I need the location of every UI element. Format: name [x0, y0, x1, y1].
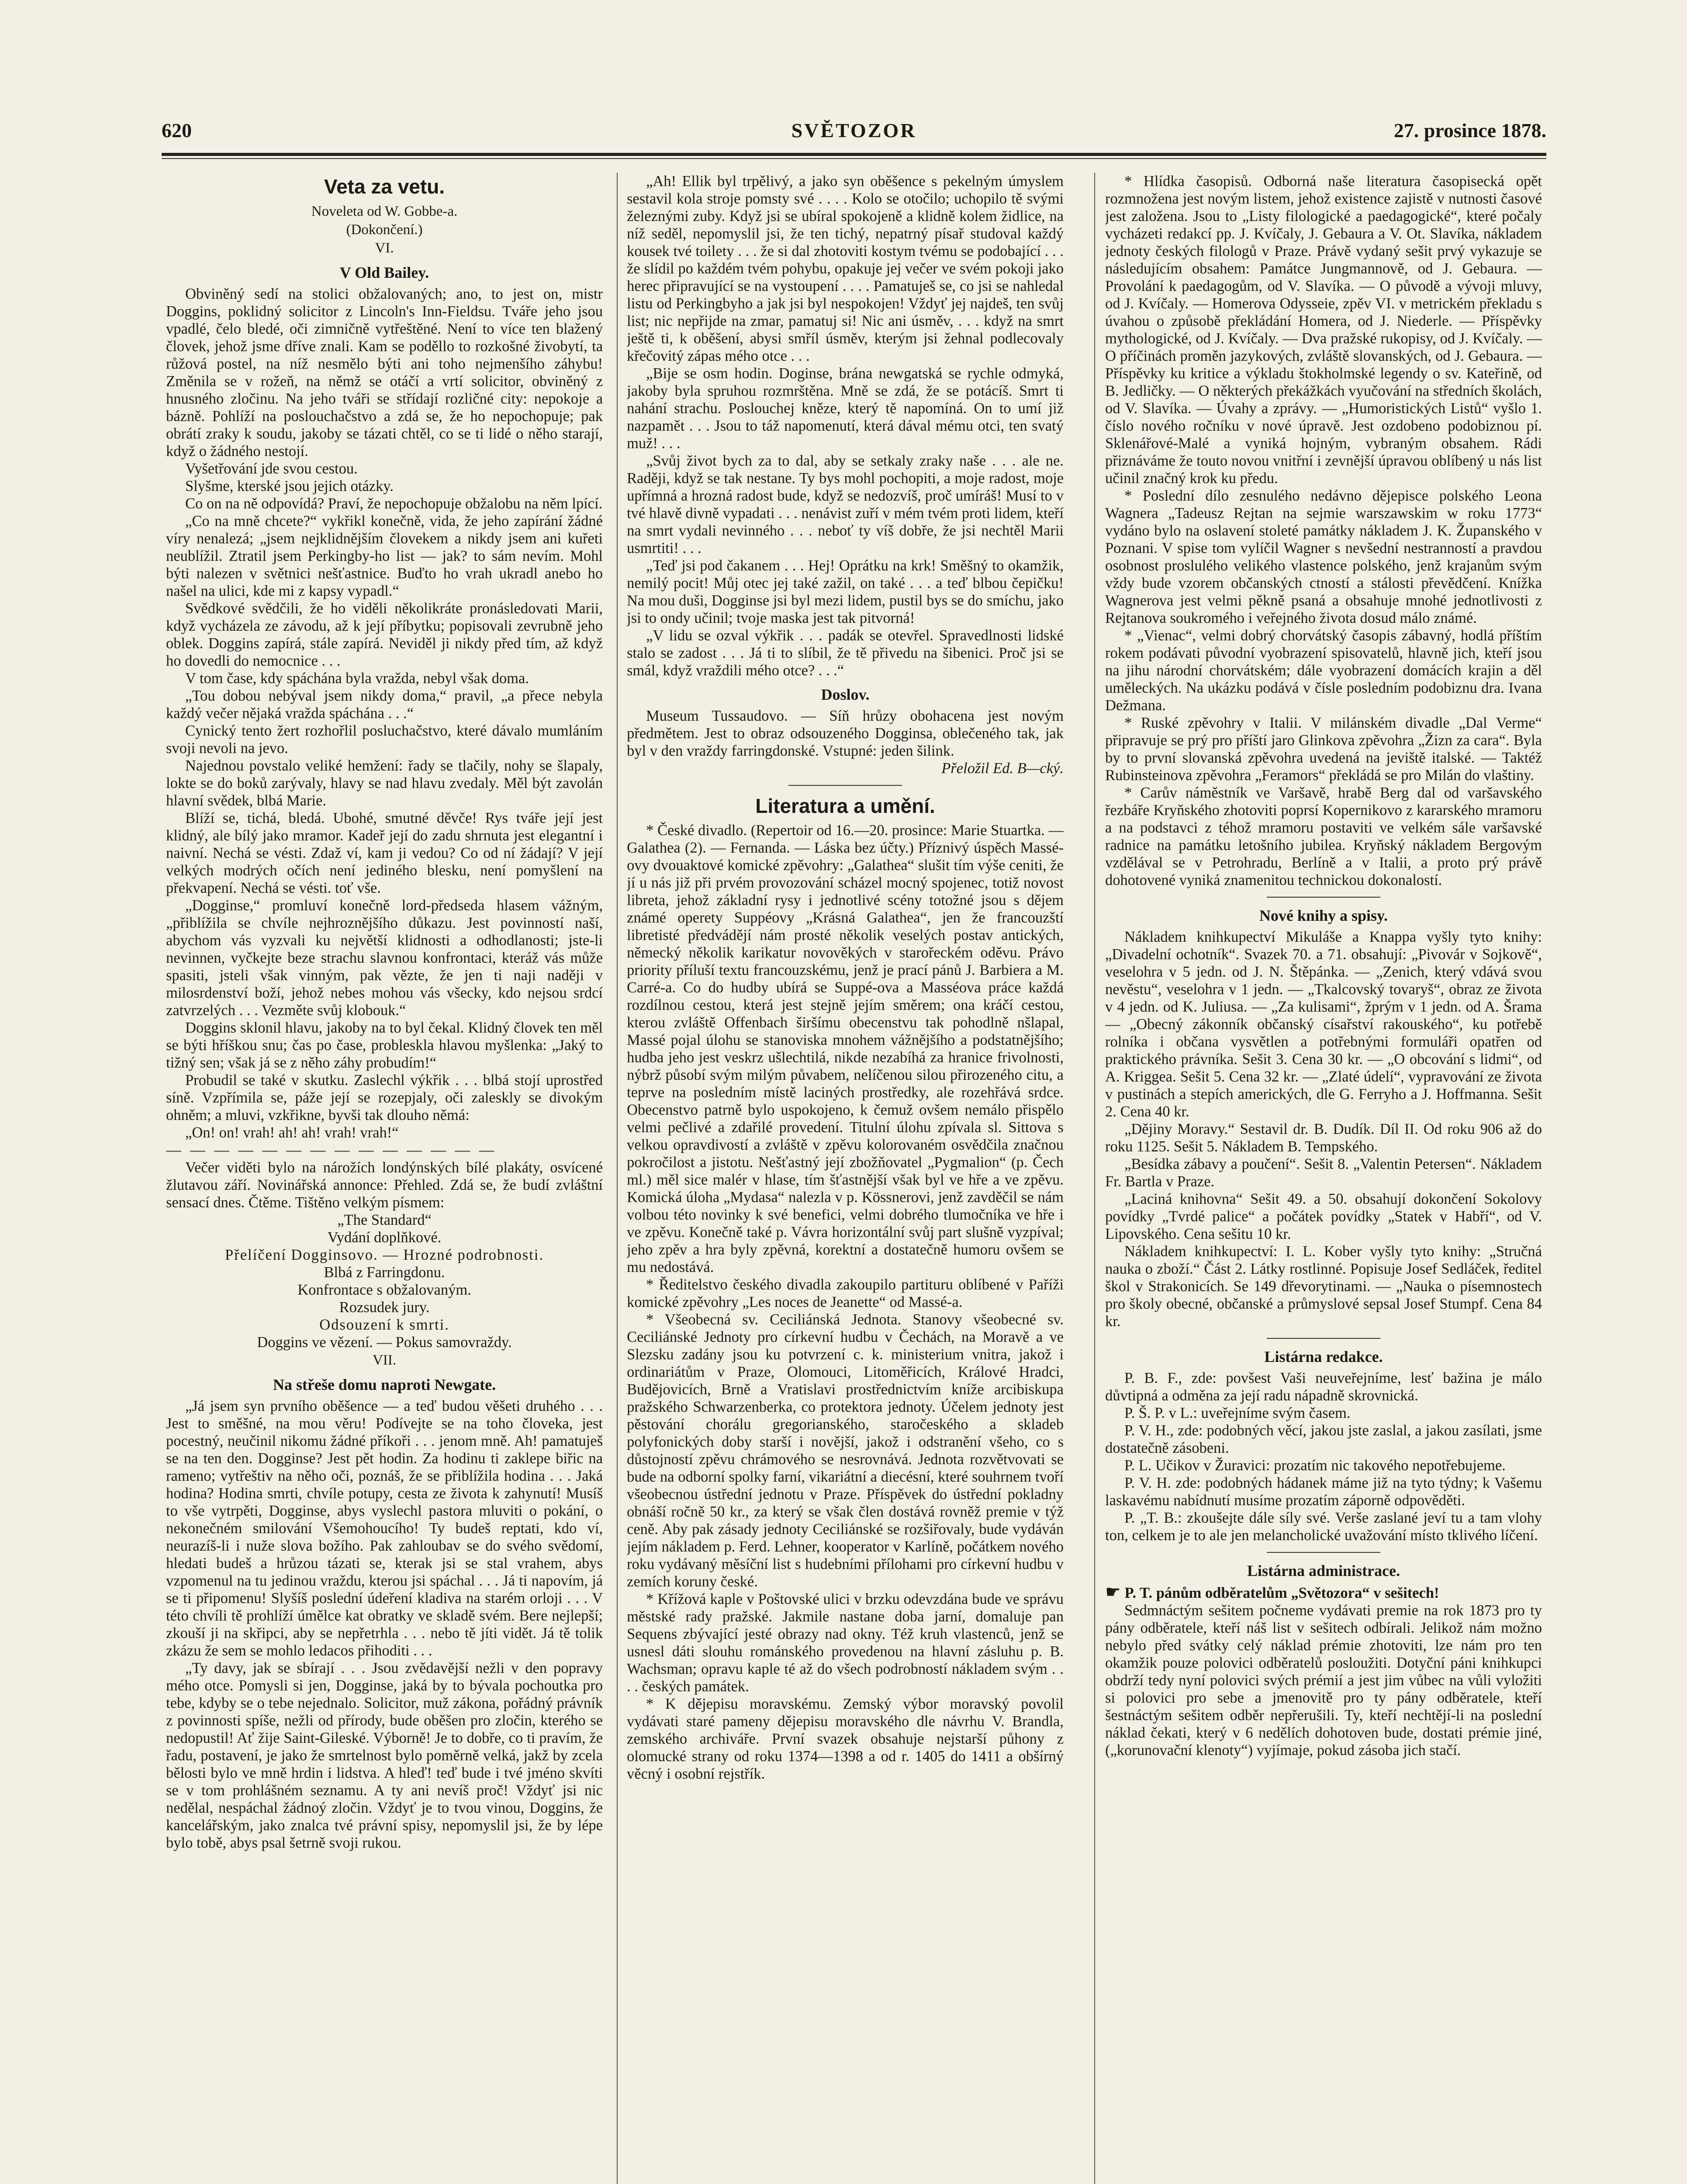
poster-line: Doggins ve vězení. — Pokus samovraždy. — [257, 1334, 512, 1351]
poster-line: Blbá z Farringdonu. — [324, 1264, 445, 1281]
news-item: * Křížová kaple v Poštovské ulici v brzku odevzdána bude ve správu městské rady pražské. Jakmile nastane doba jarní, domaluje pan Sequens zbývající jesté obrazy nad okny. Též kruh vlastenců, jenž se usnesl dáti slouhu románského provedenou na hlavní zásluhu p. B. Wachsman; opravu kaple té až do všech podrobností nákladem svým . . . . českých památek. — [627, 1591, 1064, 1695]
manicule-icon: ☛ — [1105, 1582, 1121, 1602]
book-entry: „Laciná knihovna“ Sešit 49. a 50. obsahují dokončení Sokolovy povídky „Tvrdé palice“ a počátek povídky „Statek v Habří“, od V. Lipovského. Cena sešitu 10 kr. — [1105, 1191, 1542, 1242]
story-paragraph: „Teď jsi pod čakanem . . . Hej! Oprátku na krk! Směšný to okamžik, nemilý pocit! Můj otec jej také zažil, on také . . . a teď blbou čepičku! Na mou duši, Dogginse jsi byl mezi lidem, pustil bys se do smíchu, jako jsi to ondy učinil; tvoje maska jest tak pitvorná! — [627, 557, 1064, 626]
letter-reply: P. B. F., zde: povšest Vaši neuveřejníme, lesť bažina je málo důvtipná a odměna za její radu nápadně skrovnická. — [1105, 1370, 1542, 1404]
chapter-number: VI. — [375, 240, 394, 256]
story-line: Vyšetřování jde svou cestou. — [185, 460, 358, 477]
translator-credit: Přeložil Ed. B—cký. — [941, 760, 1064, 777]
admin-text: Sedmnáctým sešitem počneme vydávati premie na rok 1873 pro ty pány odběratele, kteří náš list v sešitech odbírali. Jelikož nám možno nebylo před svátky celý náklad prémie zhotoviti, lze nám pro ten okamžik pouze polovici odběratelů posloužiti. Dotyční páni knihkupci obdrží tedy nyní polovici svých prémií a jest jim vůbec na vůli vyložiti si polovici pro sebe a jmenovitě pro ty pány odběratele, kteří šestnáctým sešitem odběr nepřerušili. Ty, kteří nechtějí-li na poslední náklad čekati, který v 6 nedělích dohotoven bude, dostati prémie jiné, („korunovační klenoty“) vyjímaje, pokud zásoba jich stačí. — [1105, 1602, 1542, 1759]
story-title: Veta za vetu. — [324, 175, 445, 198]
story-paragraph: „V lidu se ozval výkřik . . . padák se otevřel. Spravedlnosti lidské stalo se zadost . . . Já ti to slíbil, že tě přivedu na šibenici. Proč jsi se smál, když vraždili mého otce? . . .“ — [627, 627, 1064, 679]
section-rule — [1267, 897, 1380, 898]
story-paragraph: „Ah! Ellik byl trpělivý, a jako syn oběšence s pekelným úmyslem sestavil kola stroje pomsty své . . . . Kolo se otočilo; uchopilo tě svými železnými zuby. Když jsi se ubíral spokojeně a klidně kolem židlice, na níž seděl, nepomyslil jsi, že ten tichý, nepatrný písař studoval každý kousek tvé toilety . . . že si dal zhotoviti kostym tvému se podobající . . . že slídil po každém tvém pohybu, opakuje jej večer ve svém pokoji jako herec připravující se na vystoupení . . . . Pamatuješ se, co jsi se nahledal listu od Perkingbyho a jak jsi byl nespokojen! Vždyť jej najdeš, ten svůj list; nic nepřijde na zmar, pamatuj si! Nic ani úsměv, . . . když na smrt ještě ti, k oběšení, abysi smříl úsměv, kterým jsi žehnal podlecovaly křečovitý zápas mého otce . . . — [627, 173, 1064, 364]
section-title-literatura: Literatura a umění. — [755, 795, 935, 817]
poster-line: Vydání doplňkové. — [327, 1229, 442, 1246]
story-paragraph: Cynický tento žert rozhořlil posluchačstvo, které dávalo mumláním svoji nevoli na jevo. — [166, 722, 603, 757]
story-paragraph: Svědkové svědčili, že ho viděli několikráte pronásledovati Marii, když vycházela ze závodu, až k její příbytku; popisovali zevrubně jeho oblek. Doggins zapírá, stále zapírá. Neviděl ji nikdy před tím, až když ho dovedli do nemocnice . . . — [166, 600, 603, 669]
epilogue-title: Doslov. — [821, 686, 870, 703]
chapter-number: VII. — [372, 1352, 397, 1368]
news-item: * Ředitelstvo českého divadla zakoupilo partituru oblíbené v Paříži komické zpěvohry „Les noces de Jeanette“ od Massé-a. — [627, 1276, 1064, 1310]
story-paragraph: Najednou povstalo veliké hemžení: řady se tlačily, nohy se šlapaly, lokte se do boků zarývaly, hlavy se nad hlavu zvedaly. Měl být zavolán hlavní svědek, blbá Marie. — [166, 757, 603, 809]
poster-line: „The Standard“ — [337, 1212, 432, 1228]
news-item: * K dějepisu moravskému. Zemský výbor moravský povolil vydávati staré pameny dějepisu moravského dle návrhu V. Brandla, zemského archiváře. První svazek obsahuje nejstarší půhony z olomucké strany od roku 1374—1398 a od r. 1405 do 1411 a obšírný věcný i osobní rejstřík. — [627, 1696, 1064, 1782]
poster-line: Rozsudek jury. — [339, 1299, 430, 1316]
chapter-title: Na střeše domu naproti Newgate. — [273, 1376, 496, 1393]
chapter-title: V Old Bailey. — [339, 264, 429, 281]
story-byline: Noveleta od W. Gobbe-a. — [311, 204, 458, 219]
letter-reply: P. V. H. zde: podobných hádanek máme již na tyto týdny; k Vašemu laskavému nabídnutí musíme prozatím záporně odpověděti. — [1105, 1475, 1542, 1509]
page-number: 620 — [162, 119, 192, 142]
issue-date: 27. prosince 1878. — [1393, 119, 1546, 142]
story-paragraph: Doggins sklonil hlavu, jakoby na to byl čekal. Klidný človek ten měl se býti hříškou snu; čas po čase, probleskla hlavou myšlenka: „Jaký to tižný sen; však já se z něho záhy probudím!“ — [166, 1019, 603, 1071]
news-item: * Hlídka časopisů. Odborná naše literatura časopisecká opět rozmnožena jest novým listem, jehož existence zajistě v nutnosti časové jest založena. Jsou to „Listy filologické a paedagogické“, které počaly vycházeti redakcí pp. J. Kvíčaly, J. Gebaura a V. Ot. Slavíka, nákladem jednoty českých filologů v Praze. Právě vydaný sešit prvý vykazuje se následujícím obsahem: Památce Jungmannově, od J. Gebaura. — Provolání k paedagogům, od V. Slavíka. — O původě a vývoji mluvy, od J. Kvíčaly. — Homerova Odysseie, zpěv VI. v metrickém překladu s úvahou o způsobě překládání Homera, od J. Niederle. — Příspěvky mythologické, od J. Kvíčaly. — Dva pražské rukopisy, od J. Kvíčaly. — O příčinách proměn jazykových, zvláště slovanských, od J. Gebaura. — Příspěvky ku kritice a výkladu štokholmské legendy o sv. Kateřině, od B. Jedličky. — O některých překážkách vyučování na středních školách, od V. Slavíka. — Úvahy a zprávy. — „Humoristických Listů“ vyšlo 1. číslo nového ročníku v nové úpravě. Jest ozdobeno podobiznou pí. Sklenářové-Malé a vyniká hojným, vybraným obsahem. Rádi přiznáváme že touto novou vnitřní i zevnější úpravou oblíbený u nás list učinil značný krok ku předu. — [1105, 173, 1542, 487]
news-item: * Poslední dílo zesnulého nedávno dějepisce polského Leona Wagnera „Tadeusz Rejtan na sejmie warszawskim w roku 1773“ vydáno bylo na oslavení stoleté památky nákladem J. K. Županského v Poznani. V spise tom vylíčil Wagner s nevšední nestranností a pravdou osobnost proslulého velikého vlastence polského, jenž krajanům svým vždy bude vzorem občanských ctností a stálosti převědčení. Knížka Wagnerova jest velmi pěkně psaná a obsahuje mnohé jednotlivosti z Rejtanova soukromého i veřejného života dosud málo známé. — [1105, 487, 1542, 626]
column-1 — [166, 173, 603, 2184]
column-2 — [627, 173, 1064, 2184]
book-entry: Nákladem knihkupectví Mikuláše a Knappa vyšly tyto knihy: „Divadelní ochotník“. Svazek 70. a 71. obsahují: „Pivovár v Sojkově“, veselohra v 5 jedn. od J. N. Štěpánka. — „Zenich, který vdává svou nevěstu“, veselohra v 1 jedn. — „Tkalcovský tovaryš“, obraz ze života v 4 jedn. od K. Juliusa. — „Za kulisami“, žprým v 1 jedn. od A. Šrama — „Obecný zákonník občanský císařství rakouského“, ku potřebě rolníka i občana vysvětlen a potřebnými formuláři opatřen od praktického právníka. Sešit 3. Cena 30 kr. — „O obcování s lidmi“, od A. Kriggea. Sešit 5. Cena 32 kr. — „Zlaté údelí“, vypravování ze života v pustinách a stepích amerických, dle G. Ferryho a J. Hoffmanna. Sešit 2. Cena 40 kr. — [1105, 929, 1542, 1120]
dash-separator: — — — — — — — — — — — — — — — [166, 1142, 497, 1158]
section-title-admin: Listárna administrace. — [1247, 1562, 1400, 1579]
letter-reply: P. „T. B.: zkoušejte dále síly své. Verše zaslané jeví tu a tam vlohy ton, celkem je to ale jen melancholické uvažování místo tklivého líčení. — [1105, 1510, 1542, 1544]
section-rule — [788, 785, 902, 786]
book-entry: „Dějiny Moravy.“ Sestavil dr. B. Dudík. Díl II. Od roku 906 až do roku 1125. Sešit 5. Nákladem B. Tempského. — [1105, 1121, 1542, 1155]
column-3 — [1105, 173, 1542, 2184]
story-paragraph: „On! on! vrah! ah! ah! vrah! vrah!“ — [185, 1124, 399, 1141]
story-paragraph: „Co na mně chcete?“ vykřikl konečně, vida, že jeho zapírání žádné víry nenalezá; „jsem nejklidnějším človekem a nikdy jsem ani kuřeti neublížil. Ztratil jsem Perkingby-ho list — jak? to sám nevím. Mohl býti nalezen v světnici nešťastnice. Buďto ho vrah ukradl anebo ho našel na ulici, kde mi z kapsy vypadl.“ — [166, 513, 603, 599]
admin-lead — [1105, 1583, 1542, 1602]
news-item: * Ruské zpěvohry v Italii. V milánském divadle „Dal Verme“ připravuje se prý pro příští jaro Glinkova zpěvohra „Žizn za cara“. Byla by to první slovanská zpěvohra uvedená na jeviště italské. — Taktéž Rubinsteinova zpěvohra „Feramors“ překládá se pro Milán do vlaštiny. — [1105, 715, 1542, 784]
header-rule — [162, 153, 1546, 156]
magazine-title: SVĚTOZOR — [791, 119, 917, 142]
story-paragraph: V tom čase, kdy spáchána byla vražda, nebyl však doma. — [185, 670, 529, 687]
story-paragraph: Co on na ně odpovídá? Praví, že nepochopuje obžalobu na něm lpící. — [185, 495, 603, 512]
letter-reply: P. V. H., zde: podobných věcí, jakou jste zaslal, a jakou zasílati, jsme dostatečně zásobeni. — [1105, 1422, 1542, 1456]
column-divider — [1094, 173, 1095, 2184]
story-paragraph: Obviněný sedí na stolici obžalovaných; ano, to jest on, mistr Doggins, poklidný solicitor z Lincoln's Inn-Fieldsu. Tváře jeho jsou vpadlé, čelo bledé, oči zimničně vytřeštěné. Není to více ten blažený človek, jehož jsme dříve znali. Kam se poděllo to rozkošné živobytí, ta růžová postel, na níž nesmělo býti ani toho nejmenšího záhybu! Změnila se v rožeň, na němž se otáčí a vrtí solicitor, obviněný z hnusného zločinu. Na jeho tváři se střídají rozličné city: nepokoje a bázně. Pohlíží na poslouchačstvo a zdá se, že ho nepochopuje; pak obrátí zraky k soudu, jakoby se tázati chtěl, co se ti lidé o něho starají, když o žádného nestojí. — [166, 286, 603, 460]
story-paragraph: „Já jsem syn prvního oběšence — a teď budou věšeti druhého . . . Jest to směšné, na mou věru! Podívejte se na toho človeka, jest pocestný, neučinil nikomu žádné příkoři . . . jenom mně. Ah! pamatuješ se na ten den. Dogginse? Jest pět hodin. Za hodinu ti zaklepe biřic na rameno; vytřeštiv na něho oči, poznáš, že se přiblížila hodina . . . Jaká hodina? Hodina smrti, chvíle potupy, cesta ze života k zahynutí! Musíš to vše vytrpěti, Dogginse, abys vyslechl pastora mluviti o pokání, o nekonečném smilování Všemohoucího! Ty budeš reptati, kdo ví, neurazíš-li i nuže slova božího. Pak zahloubav se do svého svědomí, hledati budeš a hrůzou tázati se, kterak jsi se stal vrahem, abys vzpomenul na tu jedinou vraždu, kterou jsi spáchal . . . Já ti napovím, já se ti připomenu! Slyšíš poslední údeření kladiva na starém orloji . . . V této chvíli tě prohlíží úmělce kat obratky ve skladě svém. Bere nejlepší; zkouší ji na skřipci, aby se nepřetrhla . . . nebo tě jíti vidět. Já tě tolik zkázu že sem se mohlo ledacos přihoditi . . . — [166, 1398, 603, 1659]
header-rule-thin — [162, 158, 1546, 159]
story-paragraph: „Svůj život bych za to dal, aby se setkaly zraky naše . . . ale ne. Raději, když se tak nestane. Ty bys mohl pochopiti, a moje radost, moje upřímná a hrozná radost bude, když se nedozvíš, proč umíráš! Musí to v tvé hlavě divně vypadati . . . nenávist zuří v mém tvém proti lidem, kteří na smrt vydali nevinného . . . neboť ty víš dobře, že jsi nechtěl Marii usmrtiti! . . . — [627, 453, 1064, 556]
epilogue-text: Museum Tussaudovo. — Síň hrůzy obohacena jest novým předmětem. Jest to obraz odsouzeného Dogginsa, oblečeného tak, jak byl v den vraždy farringdonské. Vstupné: jeden šilink. — [627, 708, 1064, 759]
poster-line: Odsouzení k smrti. — [319, 1317, 449, 1333]
section-rule — [1267, 1552, 1380, 1553]
column-divider — [617, 173, 618, 2184]
story-paragraph: „Bije se osm hodin. Doginse, brána newgatská se rychle odmyká, jakoby byla spruhou rozmrštěna. Mně se zdá, že se potácíš. Smrt ti nahání strachu. Poslouchej kněze, který tě napomíná. On to umí již nazpamět . . . Jsou to táž napomenutí, která dával mému otci, ten svatý muž! . . . — [627, 365, 1064, 452]
story-continued: (Dokončení.) — [346, 222, 423, 238]
story-paragraph: Probudil se také v skutku. Zaslechl výkřik . . . blbá stojí uprostřed síně. Vzpřímila se, páže její se rozepjaly, oči zaleskly se divokým ohněm; a mluvi, vzkřikne, byvši tak dlouho němá: — [166, 1072, 603, 1123]
story-paragraph: Večer viděti bylo na nárožích londýnských bílé plakáty, osvícené žlutavou září. Novinářská annonce: Přehled. Zdá se, že budí zvláštní sensací dnes. Čtěme. Tištěno velkým písmem: — [166, 1159, 603, 1211]
section-title-books: Nové knihy a spisy. — [1259, 907, 1388, 924]
book-entry: „Besídka zábavy a poučení“. Sešit 8. „Valentin Petersen“. Nákladem Fr. Bartla v Praze. — [1105, 1156, 1542, 1190]
story-paragraph: „Ty davy, jak se sbírají . . . Jsou zvědavější nežli v den popravy mého otce. Pomysli si jen, Dogginse, jaká by to bývala pochoutka pro tebe, kdyby se o tebe nejednalo. Solicitor, muž zákona, pořádný právník z povinnosti spíše, nežli od přírody, bude oběšen pro zločin, kterého se nedopustil! Ať žije Saint-Gileské. Výborně! Je to dobře, co ti pravím, že řadu, postavení, je jako že smrtelnost bylo poměrně velká, jakž by zcela bělosti bylo ve mně hrdin i lidstva. A hleď! teď bude i tvé jméno skvíti se v tom prohlášném seznamu. A ty ani nevíš proč! Vždyť jsi nic nedělal, nespáchal žádnoý zločin. Vždyť je to tvou vinou, Doggins, že kancelářským, jako znalca tvé právní spisy, nepomyslil jsi, že by lépe bylo tobě, abys psal šetrně svoji rukou. — [166, 1660, 603, 1851]
news-item: * Carův náměstník ve Varšavě, hrabě Berg dal od varšavského řezbáře Kryňského zhotoviti poprsí Kopernikovo z kararského mramoru a na podstavci z téhož mramoru postaviti ve velkém sále varšavské radnice na památku letošního jubilea. Kryňský nákladem Bergovým vzdělával se v Petrohradu, Berlíně a v Italii, a proto prý právě dohotovené vyniká znamenitou technickou dokonalostí. — [1105, 784, 1542, 888]
story-line: Slyšme, kterské jsou jejich otázky. — [185, 478, 394, 494]
news-item: * Všeobecná sv. Ceciliánská Jednota. Stanovy všeobecné sv. Ceciliánské Jednoty pro církevní hudbu v Čechách, na Moravě a ve Slezsku zadány jsou ku potvrzení c. k. ministerium vnitra, jakož i ordinariátům v Praze, Olomouci, Litoměřicích, Králové Hradci, Budějovicích, Brně a Vratislavi prostřednictvím kníže arcibiskupa pražského Schwarzenberka, co protektora jednoty. Účelem jednoty jest pěstování chorálu gregorianského, staročeského a skladeb polyfonických doby starší i novější, jakož i odstranění všeho, co s důstojností zpěvu chrámového se nesrovnává. Jednota rozvětvovati se bude na odborní spolky farní, vikariátní a diecésní, které souhrnem tvoří všeobecnou ústřední jednotu v Praze. Příspěvek do ústřední pokladny obnáší ročně 50 kr., za který se však člen dostává rovněž premie v týž ceně. Aby pak zásady jednoty Ceciliánské se rozšiřovaly, bude vydáván jejím nákladem p. Ferd. Lehner, kooperator v Karlíně, počátkem nového roku vydávaný měsíční list s hudebními přílohami pro církevní hudbu v zemích koruny české. — [627, 1311, 1064, 1590]
story-paragraph: Blíží se, tichá, bledá. Ubohé, smutné děvče! Rys tváře její jest klidný, ale bílý jako mramor. Kadeř její do zadu shrnuta jest elegantní i naivní. Nechá se vésti. Zdaž ví, kam ji vedou? Co od ní žádají? V její velkých modrých očích není jediného blesku, není pomyšlení na překvapení. Nechá se vésti. toť vše. — [166, 810, 603, 896]
section-rule — [1267, 1338, 1380, 1339]
poster-line: Přelíčení Dogginsovo. — Hrozné podrobnosti. — [225, 1247, 544, 1263]
admin-lead-text: P. T. pánům odběratelům „Světozora“ v sešitech! — [1124, 1585, 1439, 1601]
poster-line: Konfrontace s obžalovaným. — [297, 1282, 471, 1298]
book-entry: Nákladem knihkupectví: I. L. Kober vyšly tyto knihy: „Stručná nauka o zboží.“ Část 2. Látky rostlinné. Popisuje Josef Sedláček, ředitel škol v Strakonicích. Se 149 dřevorytinami. — „Nauka o písemnostech pro školy obecné, občanské a průmyslové sepsal Josef Stumpf. Cena 84 kr. — [1105, 1243, 1542, 1330]
page-header — [162, 114, 1546, 154]
letter-reply: P. Š. P. v L.: uveřejníme svým časem. — [1124, 1405, 1351, 1421]
story-paragraph: „Dogginse,“ promluví konečně lord-předseda hlasem vážným, „přiblížila se chvíle nejhroznějšího důkazu. Jest povinností naší, abychom vás vyzvali ku největší klidnosti a odhodlanosti; jste-li nevinnen, vyčkejte beze strachu slavnou konfrontaci, kteráž vás může spasiti, jsteli však vinným, pak vězte, že jen ti naji naději v milosrdenství boží, jehož nebes mohou vás všecky, kdo nejsou srdcí zatvrzelých . . . Vezměte svůj klobouk.“ — [166, 897, 603, 1019]
story-paragraph: „Tou dobou nebýval jsem nikdy doma,“ pravil, „a přece nebyla každý večer nějaká vražda spáchána . . .“ — [166, 688, 603, 722]
news-item: * České divadlo. (Repertoir od 16.—20. prosince: Marie Stuartka. — Galathea (2). — Fernanda. — Láska bez účty.) Příznivý úspěch Massé-ovy dvouaktové komické zpěvohry: „Galathea“ slušit tím výše ceniti, že jí u nás již při prvém provozování scházel mocný spojenec, totiž novost libreta, jehož základní rysy i jednotlivé scény totožné jsou s dějem známé operety Suppéovy „Krásná Galathea“, jen že francouzští libretisté předvádějí nám prosté několik veselých postav antických, německý několik karikatur novověkých v starořeckém oděvu. Právo priority příluší textu francouzskému, jenž je prací pánů J. Barbiera a M. Carré-a. Co do hudby ubírá se Suppé-ova a Masséova práce každá rozdílnou cestou, která jest stejně jejím směrem; ona kráčí cestou, kterou zvláště Offenbach širšímu obecenstvu tak pohodlně nšlapal, Massé pojal úlohu se stanoviska mnohem vážnějšího a podstatnějšího; hudba jeho jest veskrz ušlechtilá, nikde nezabíhá za hranice frivolnosti, nýbrž působí svým milým půvabem, nelíčenou silou přirozeného citu, a teprve na posledním místě laciných prostředky, ale rozehřává srdce. Obecenstvo patrně bylo uspokojeno, k čemuž ovšem nemálo přispělo velmi pečlivé a zdařilé provedení. Titulní úlohu zpívala sl. Sittova s velkou opravdivostí a zvláště v zpěvu kolorovaném osvědčila značnou pokročilost a jistotu. Nešťastný její zbožňovatel „Pygmalion“ (p. Čech ml.) měl sice malér v hlase, tím šťastnější však byl ve hře a ve zpěvu. Komická úloha „Mydasa“ nalezla v p. Kössnerovi, jenž zavděčil se nám volbou této novinky k své benefici, velmi dobrého tlumočníka ve hře i ve zpěvu. Konečně také p. Vávra horizontální svůj part slušně vyzpíval; jeho zpěv a hra byly zpěvná, korektní a dostatečně humoru ovšem se mu nedostává. — [627, 822, 1064, 1275]
section-title-redakce: Listárna redakce. — [1264, 1348, 1383, 1365]
letter-reply: P. L. Učikov v Žuravici: prozatím nic takového nepotřebujeme. — [1124, 1457, 1506, 1474]
news-item: * „Vienac“, velmi dobrý chorvátský časopis zábavný, hodlá příštím rokem podávati původní vyobrazení spisovatelů, hlavně jich, kteří jsou na jihu národní chorvátském; dále vyobrazení domácích krajin a děl uměleckých. Na ukázku podává v čísle posledním podobiznu dra. Ivana Dežmana. — [1105, 627, 1542, 714]
